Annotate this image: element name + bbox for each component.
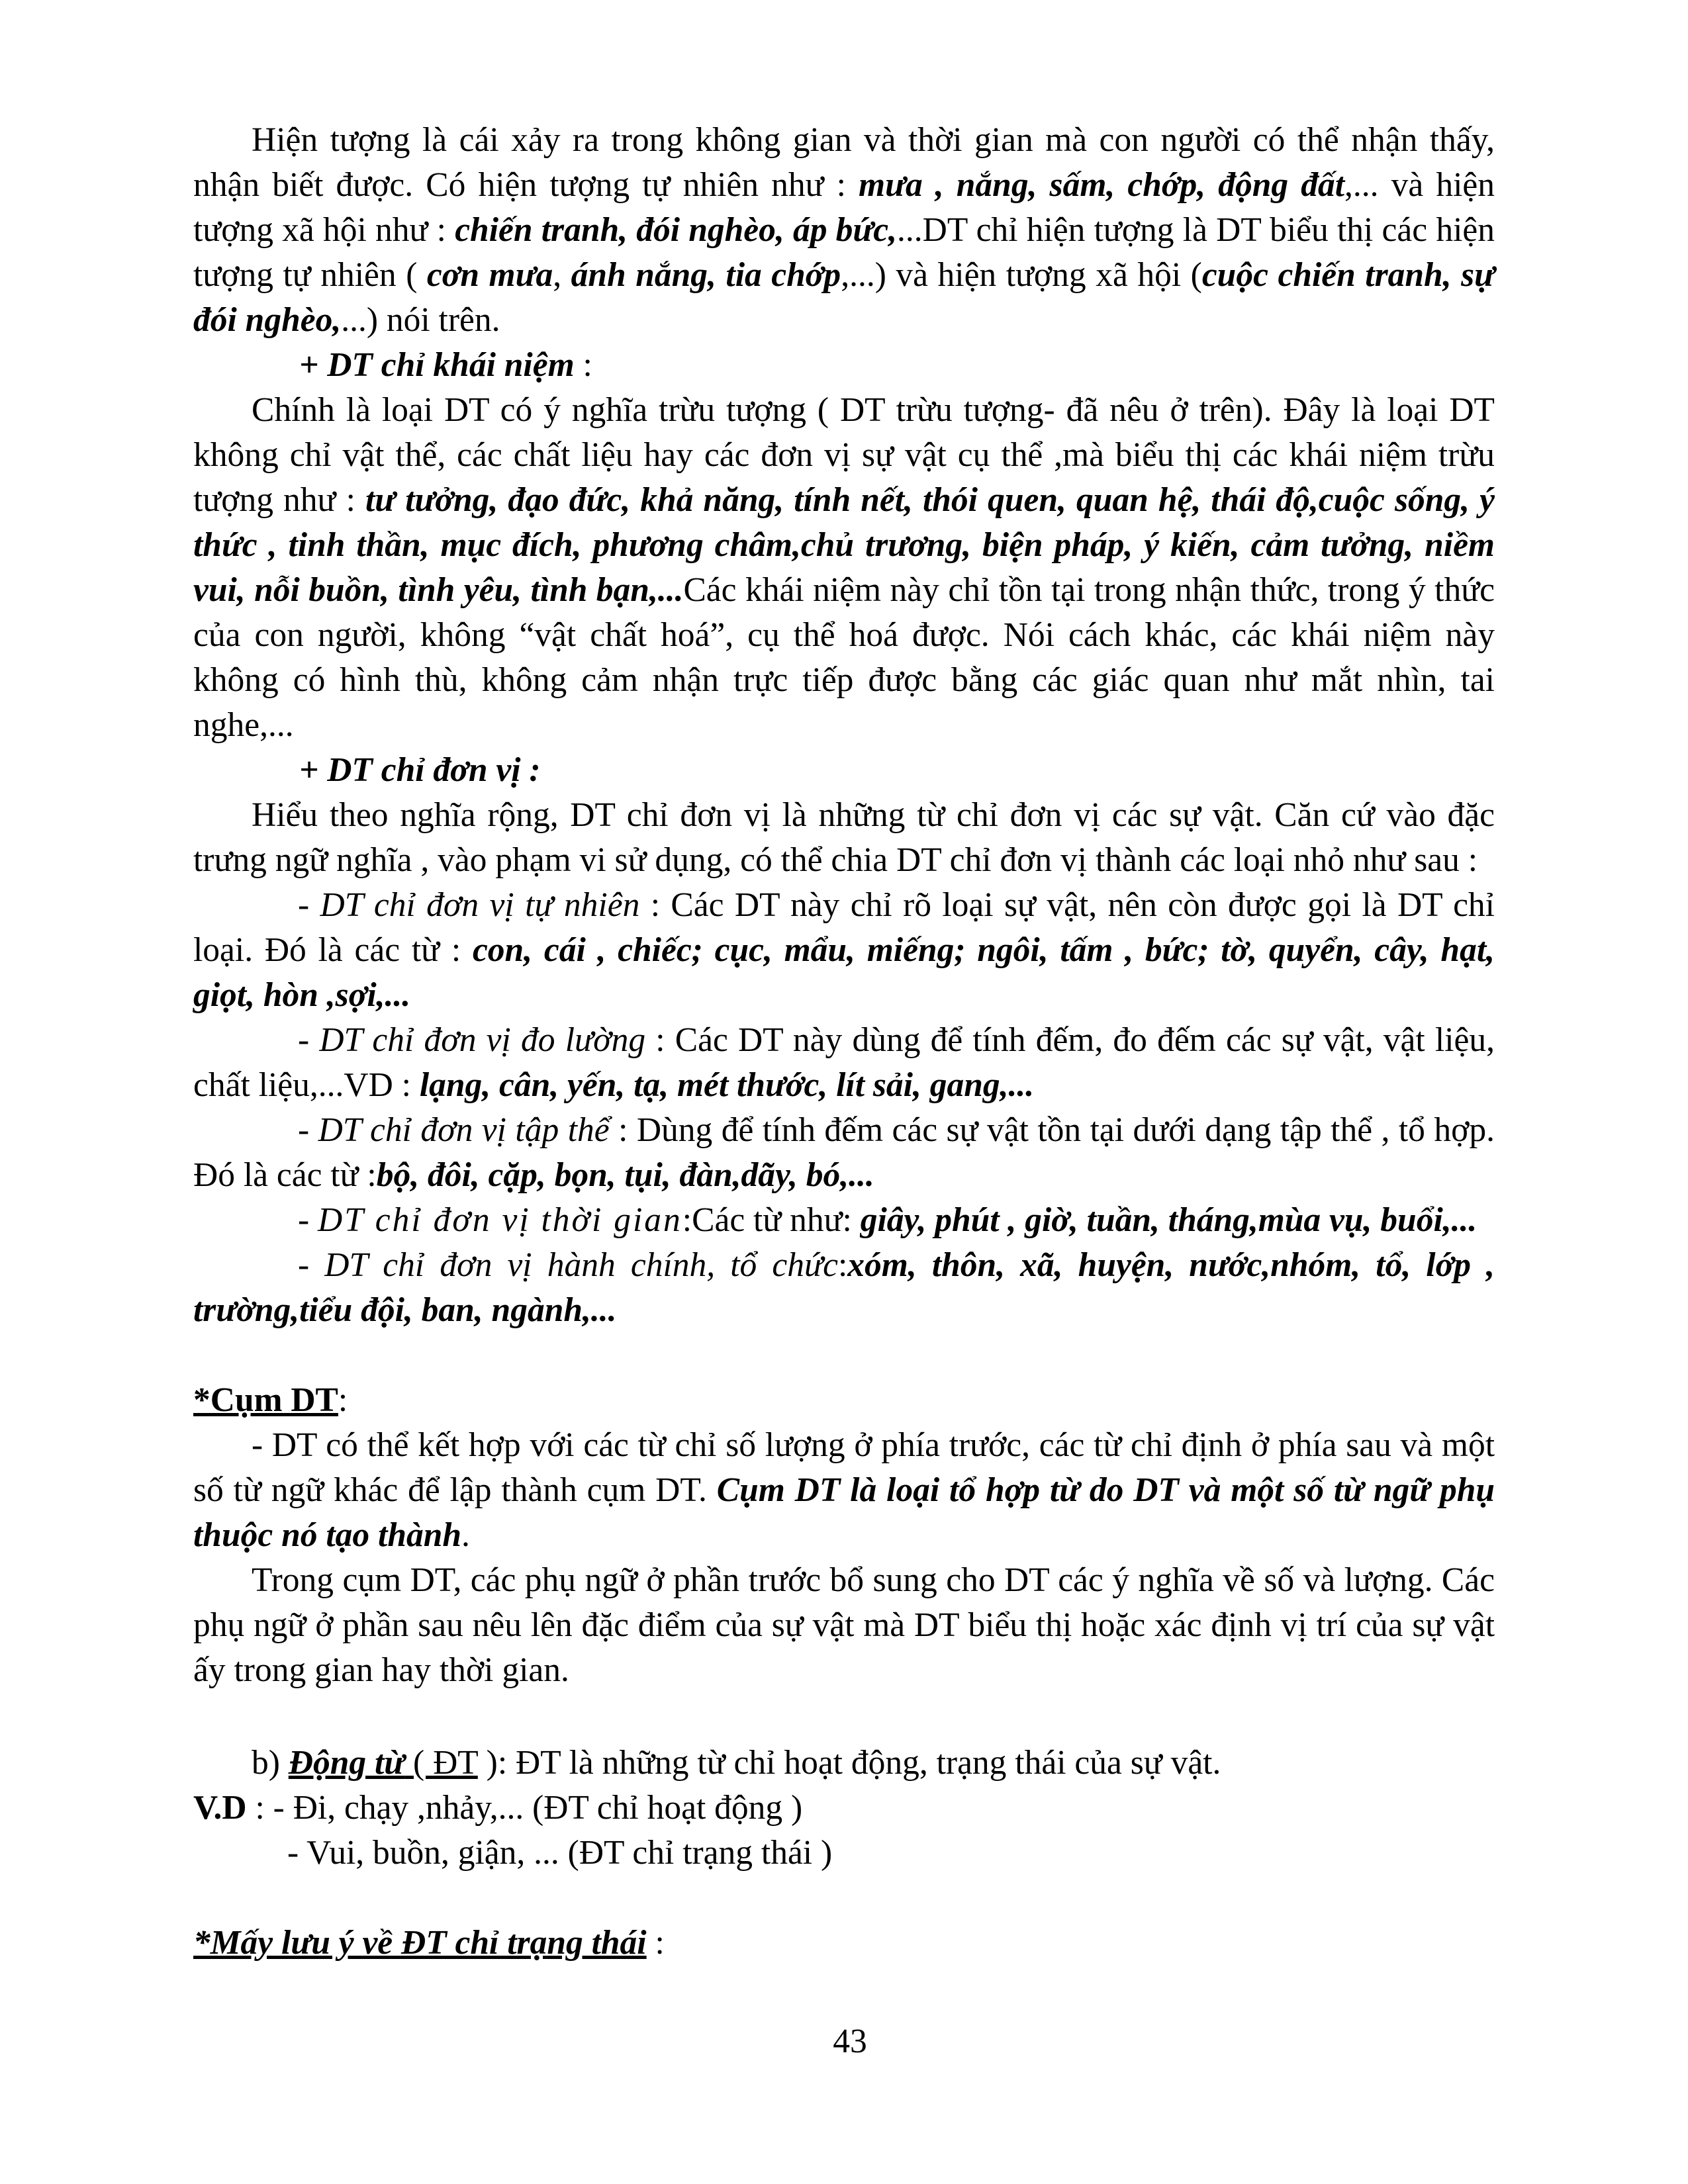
heading-luu-y: *Mấy lưu ý về ĐT chỉ trạng thái : <box>193 1924 665 1962</box>
item-don-vi-tu-nhien: - DT chỉ đơn vị tự nhiên : Các DT này chỉ rõ loại sự vật, nên còn được gọi là DT chỉ loại. Đó là các từ : con, cái , chiếc; cục, mẩu, miếng; ngôi, tấm , bức; tờ, quyển, cây, hạt, giọt, hòn ,sợi,... <box>193 886 1495 1014</box>
paragraph-don-vi: Hiểu theo nghĩa rộng, DT chỉ đơn vị là những từ chỉ đơn vị các sự vật. Căn cứ vào đặc trưng ngữ nghĩa , vào phạm vi sử dụng, có thể chia DT chỉ đơn vị thành các loại nhỏ như sau : <box>193 796 1495 879</box>
example-line-1: V.D : - Đi, chạy ,nhảy,... (ĐT chỉ hoạt động ) <box>193 1789 803 1827</box>
heading-cum-dt: *Cụm DT: <box>193 1381 348 1419</box>
page-number: 43 <box>833 2023 867 2060</box>
item-don-vi-thoi-gian: - DT chỉ đơn vị thời gian:Các từ như: giây, phút , giờ, tuần, tháng,mùa vụ, buổi,... <box>298 1201 1477 1239</box>
item-don-vi-hanh-chinh: - DT chỉ đơn vị hành chính, tổ chức:xóm, thôn, xã, huyện, nước,nhóm, tổ, lớp , trường,tiểu đội, ban, ngành,... <box>193 1246 1495 1329</box>
example-line-2: - Vui, buồn, giận, ... (ĐT chỉ trạng thái ) <box>287 1834 833 1872</box>
paragraph-dong-tu: b) Động từ ( ĐT ): ĐT là những từ chỉ hoạt động, trạng thái của sự vật. <box>252 1744 1221 1782</box>
paragraph-hien-tuong: Hiện tượng là cái xảy ra trong không gian và thời gian mà con người có thể nhận thấy, nhận biết được. Có hiện tượng tự nhiên như : mưa , nắng, sấm, chớp, động đất,... và hiện tượng xã hội như : chiến tranh, đói nghèo, áp bức,...DT chỉ hiện tượng là DT biểu thị các hiện tượng tự nhiên ( cơn mưa, ánh nắng, tia chớp,...) và hiện tượng xã hội (cuộc chiến tranh, sự đói nghèo,...) nói trên. <box>193 121 1495 339</box>
item-don-vi-tap-the: - DT chỉ đơn vị tập thể : Dùng để tính đếm các sự vật tồn tại dưới dạng tập thể , tổ hợp. Đó là các từ :bộ, đôi, cặp, bọn, tụi, đàn,dãy, bó,... <box>193 1111 1495 1194</box>
heading-dt-chi-don-vi: + DT chỉ đơn vị : <box>299 751 541 789</box>
paragraph-cum-dt-2: Trong cụm DT, các phụ ngữ ở phần trước bổ sung cho DT các ý nghĩa về số và lượng. Các phụ ngữ ở phần sau nêu lên đặc điểm của sự vật mà DT biểu thị hoặc xác định vị trí của sự vật ấy trong gian hay thời gian. <box>193 1561 1495 1689</box>
document-body <box>193 118 1495 1966</box>
paragraph-cum-dt-1: - DT có thể kết hợp với các từ chỉ số lượng ở phía trước, các từ chỉ định ở phía sau và một số từ ngữ khác để lập thành cụm DT. Cụm DT là loại tổ hợp từ do DT và một số từ ngữ phụ thuộc nó tạo thành. <box>193 1426 1495 1554</box>
paragraph-khai-niem: Chính là loại DT có ý nghĩa trừu tượng ( DT trừu tượng- đã nêu ở trên). Đây là loại DT không chỉ vật thể, các chất liệu hay các đơn vị sự vật cụ thể ,mà biểu thị các khái niệm trừu tượng như : tư tưởng, đạo đức, khả năng, tính nết, thói quen, quan hệ, thái độ,cuộc sống, ý thức , tinh thần, mục đích, phương châm,chủ trương, biện pháp, ý kiến, cảm tưởng, niềm vui, nỗi buồn, tình yêu, tình bạn,...Các khái niệm này chỉ tồn tại trong nhận thức, trong ý thức của con người, không “vật chất hoá”, cụ thể hoá được. Nói cách khác, các khái niệm này không có hình thù, không cảm nhận trực tiếp được bằng các giác quan như mắt nhìn, tai nghe,... <box>193 391 1495 744</box>
heading-dt-chi-khai-niem: + DT chỉ khái niệm : <box>299 346 592 384</box>
item-don-vi-do-luong: - DT chỉ đơn vị đo lường : Các DT này dùng để tính đếm, đo đếm các sự vật, vật liệu, chất liệu,...VD : lạng, cân, yến, tạ, mét thước, lít sải, gang,... <box>193 1021 1495 1104</box>
